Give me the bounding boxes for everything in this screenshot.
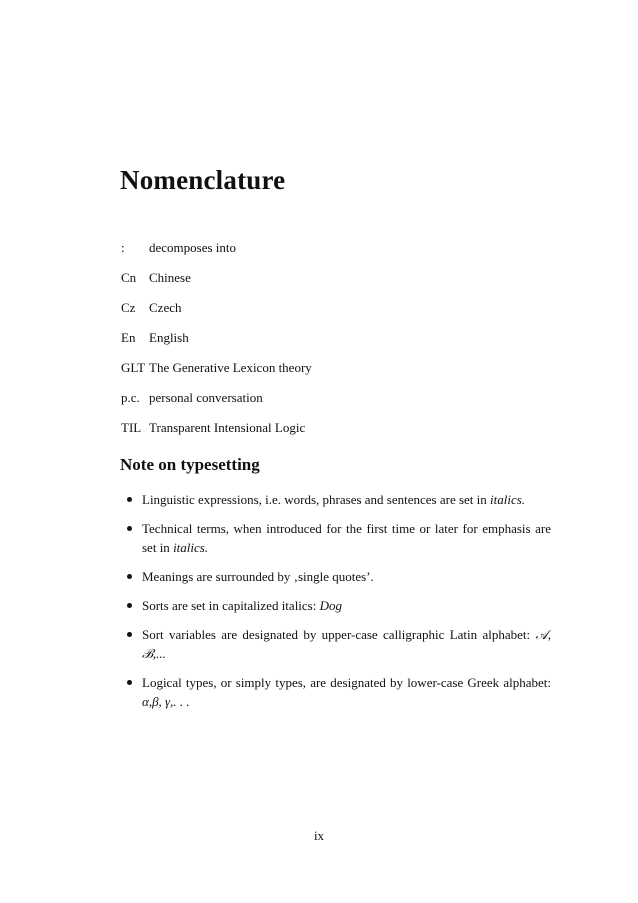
nomenclature-abbreviation: Cn [121,270,137,285]
page-title: Nomenclature [120,165,286,195]
bullet-icon [127,526,132,531]
nomenclature-entry [121,390,312,420]
nomenclature-description: Chinese [149,270,191,285]
typesetting-notes-list [121,490,551,721]
note-text: Logical types, or simply types, are designated by lower-case Greek alphabet: [142,675,551,690]
bullet-icon [127,680,132,685]
nomenclature-entry [121,240,312,270]
note-item [121,519,551,557]
nomenclature-description: Transparent Intensional Logic [149,420,306,435]
nomenclature-abbreviation: Cz [121,300,136,315]
nomenclature-entry [121,360,312,390]
nomenclature-abbreviation: TIL [121,420,142,435]
nomenclature-description: English [149,330,189,345]
bullet-icon [127,497,132,502]
bullet-icon [127,632,132,637]
note-emphasis: italics. [490,492,526,507]
section-title: Note on typesetting [120,455,260,474]
nomenclature-list [121,240,312,450]
note-text: Sort variables are designated by upper-case calligraphic Latin alphabet: [142,627,536,642]
note-text: Sorts are set in capitalized italics: [142,598,320,613]
note-item [121,673,551,711]
nomenclature-abbreviation: GLT [121,360,146,375]
note-emphasis: α,β, γ,. . . [142,694,190,709]
nomenclature-description: decomposes into [149,240,237,255]
note-text: Meanings are surrounded by ‚single quotes’. [142,569,374,584]
nomenclature-description: The Generative Lexicon theory [149,360,312,375]
note-emphasis: Dog [319,598,342,613]
nomenclature-entry [121,420,312,450]
nomenclature-description: Czech [149,300,182,315]
page-number: ix [313,828,325,843]
nomenclature-entry [121,330,312,360]
note-text: Technical terms, when introduced for the first time or later for emphasis are set in [142,521,551,555]
note-item [121,490,551,509]
bullet-icon [127,574,132,579]
note-item [121,567,551,586]
nomenclature-abbreviation: En [121,330,136,345]
nomenclature-abbreviation: : [121,240,125,255]
note-item [121,625,551,663]
note-emphasis: italics. [173,540,209,555]
note-item [121,596,551,615]
note-emphasis: 𝒜, ℬ,... [142,627,551,661]
nomenclature-entry [121,300,312,330]
nomenclature-entry [121,270,312,300]
bullet-icon [127,603,132,608]
nomenclature-description: personal conversation [149,390,263,405]
nomenclature-abbreviation: p.c. [121,390,140,405]
note-text: Linguistic expressions, i.e. words, phrases and sentences are set in [142,492,491,507]
